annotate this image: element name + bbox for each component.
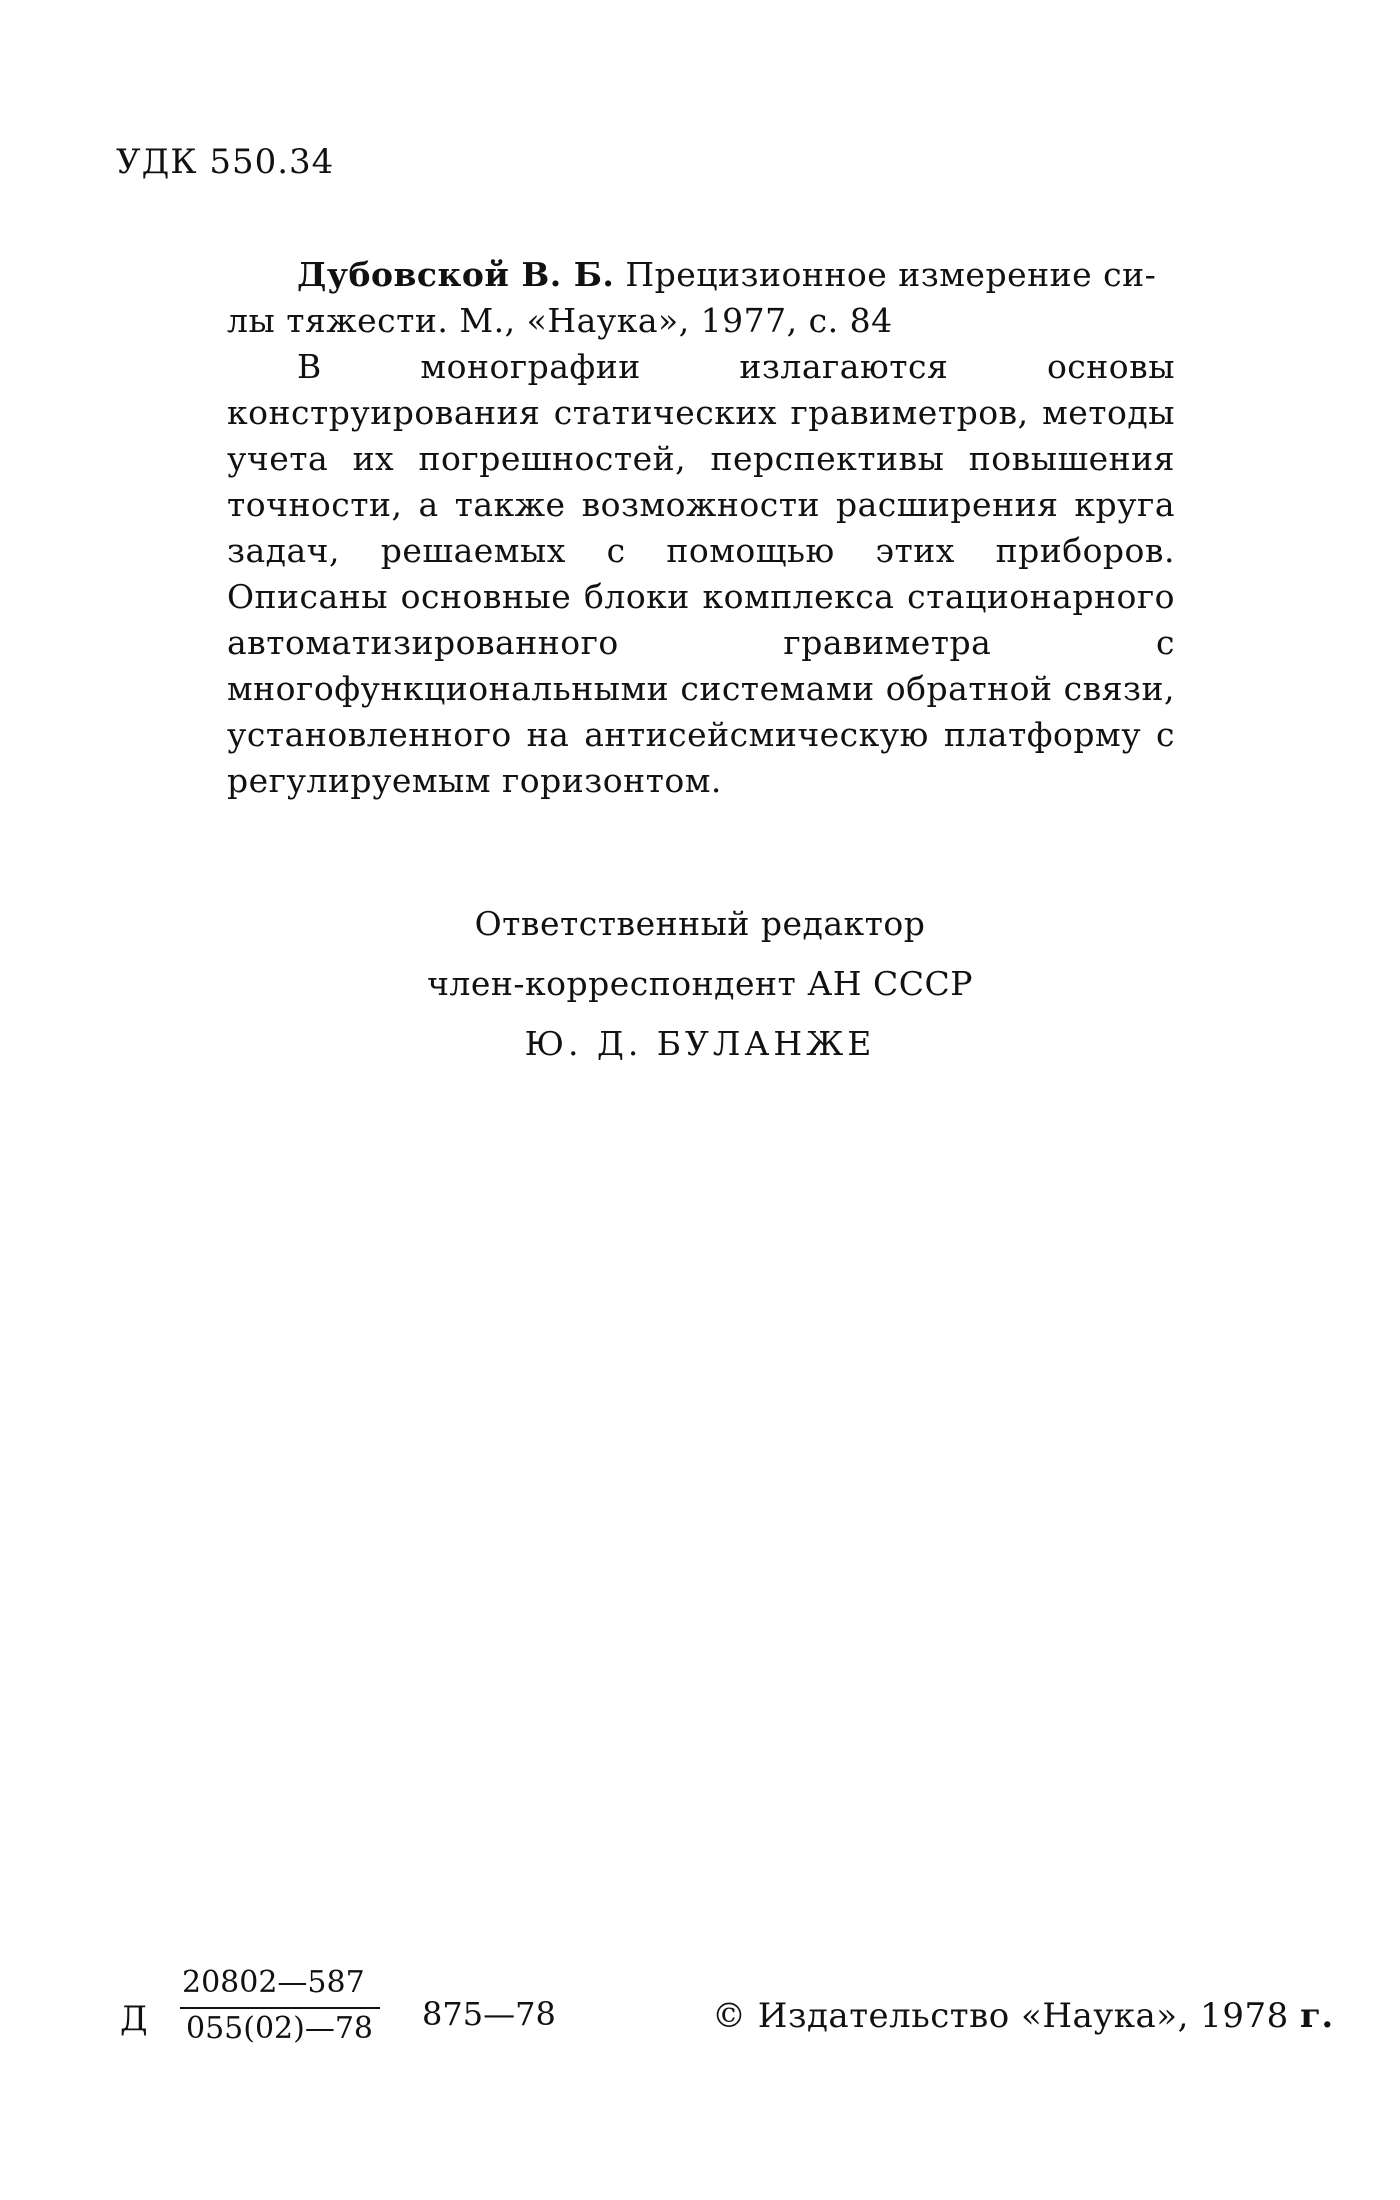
editor-role: Ответственный редактор [474, 904, 926, 943]
editor-name: Ю. Д. БУЛАНЖЕ [524, 1024, 876, 1063]
abstract [227, 252, 1175, 804]
citation-details: Прецизионное измерение силы тяжести. М., «Наука», 1977, с. 84 [227, 255, 1156, 340]
copyright-text: © Издательство «Наука», 1978 [712, 1996, 1301, 2036]
editor-title: член-корреспондент АН СССР [427, 964, 973, 1003]
imprint-code: 875—78 [422, 1995, 556, 2033]
fraction-bar [180, 2007, 380, 2009]
abstract-body: В монографии излагаются основы конструирования статических гравиметров, методы учета их погрешностей, перспективы повышения точности, а также возможности расширения круга задач, решаемых с помощью этих приборов. Описаны основные блоки комплекса стационарного автоматизированного гравиметра с многофункциональными системами обратной связи, установленного на антисейсмическую платформу с регулируемым горизонтом. [227, 347, 1175, 800]
imprint-letter: Д [120, 1999, 148, 2039]
udk-code: УДК 550.34 [116, 142, 335, 182]
citation [227, 252, 1175, 344]
imprint-denominator: 055(02)—78 [186, 2011, 374, 2046]
copyright-year-suffix: г. [1300, 1996, 1334, 2036]
imprint-numerator: 20802—587 [182, 1965, 365, 2000]
copyright-notice [712, 1996, 1334, 2036]
author-name: Дубовской В. Б. [297, 255, 615, 294]
publisher-imprint-code [120, 1965, 560, 2055]
imprint-fraction [160, 1965, 556, 2055]
editor-block [300, 894, 1100, 1074]
